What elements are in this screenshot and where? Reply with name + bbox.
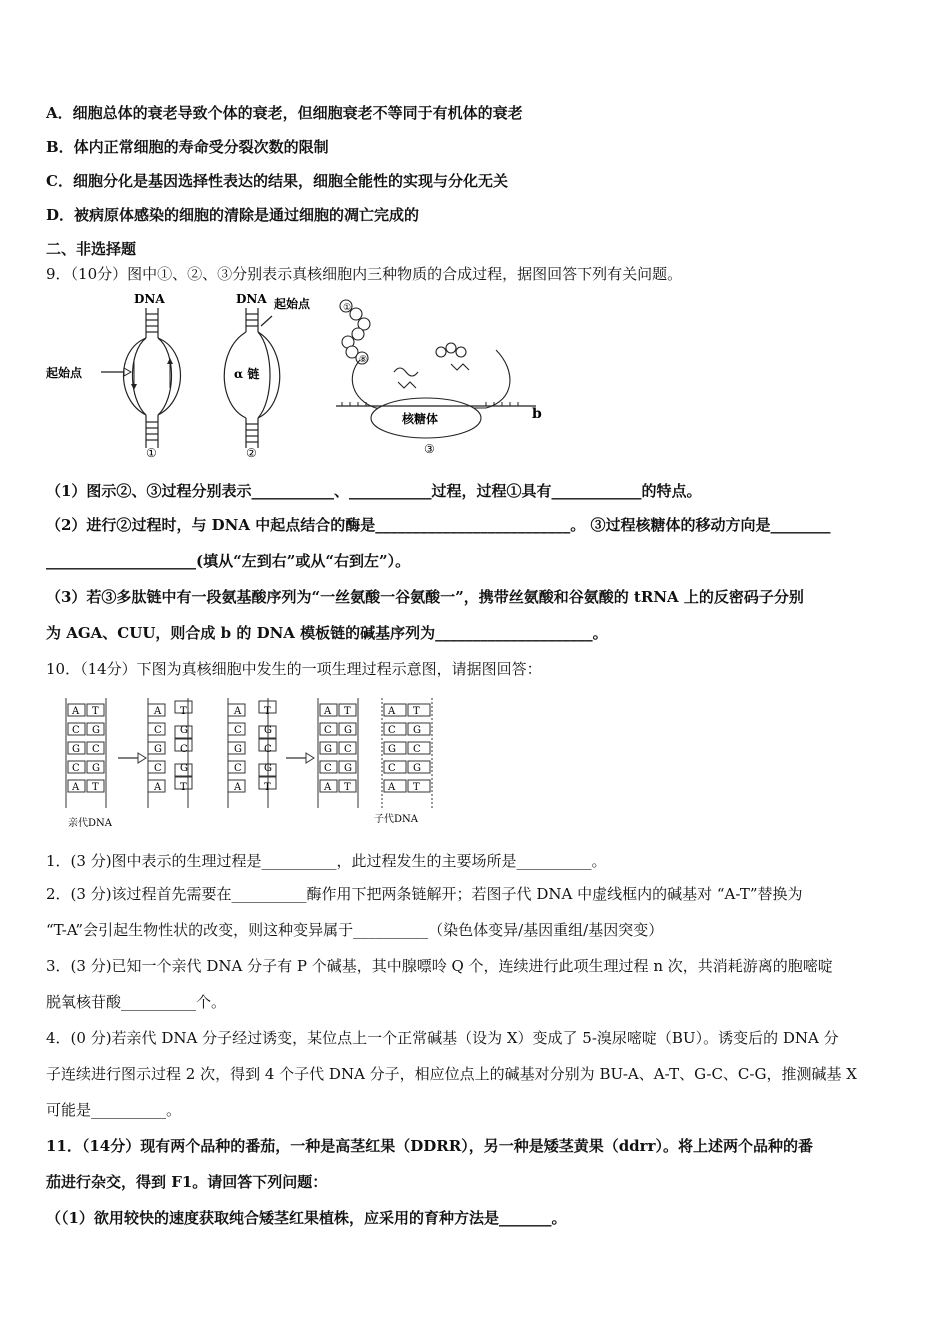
q9-ribosome-label: 核糖体 [402, 412, 439, 426]
base-letter: C [388, 725, 396, 736]
q10-sub4-end: 可能是__________。 [46, 1101, 182, 1119]
option-a: A．细胞总体的衰老导致个体的衰老，但细胞衰老不等同于有机体的衰老 [46, 104, 523, 122]
base-letter: C [324, 763, 332, 774]
q10-stem: 10．（14分）下图为真核细胞中发生的一项生理过程示意图，请据图回答： [46, 660, 542, 678]
q9-part1: （1）图示②、③过程分别表示___________、___________过程，过程①具有____________的特点。 [46, 482, 702, 500]
base-letter: G [324, 744, 332, 755]
base-letter: G [388, 744, 396, 755]
base-letter: C [344, 744, 352, 755]
q9-origin-label-2: 起始点 [274, 297, 311, 311]
base-letter: T [92, 706, 99, 717]
base-letter: A [234, 782, 242, 793]
q10-sub2: 2．(3 分)该过程首先需要在__________酶作用下把两条链解开；若图子代 DNA 中虚线框内的碱基对 “A-T”替换为 [46, 885, 803, 903]
base-letter: C [264, 744, 272, 755]
base-letter: C [72, 725, 80, 736]
base-letter: T [264, 706, 271, 717]
q9-amino-acid-8: ⑧ [359, 355, 368, 365]
base-letter: C [180, 744, 188, 755]
q9-part2-continued: ____________________(填从“左到右”或从“右到左”）。 [46, 552, 411, 570]
base-letter: T [264, 782, 271, 793]
option-d: D．被病原体感染的细胞的清除是通过细胞的凋亡完成的 [46, 206, 420, 224]
q10-sub3: 3．(3 分)已知一个亲代 DNA 分子有 P 个碱基，其中腺嘌呤 Q 个，连续进行此项生理过程 n 次，共消耗游离的胞嘧啶 [46, 957, 833, 975]
base-letter: C [234, 763, 242, 774]
base-letter: A [324, 706, 332, 717]
base-letter: G [234, 744, 242, 755]
base-letter: A [154, 782, 162, 793]
base-letter: A [388, 706, 396, 717]
base-letter: G [154, 744, 162, 755]
base-letter: C [234, 725, 242, 736]
base-letter: C [413, 744, 421, 755]
base-letter: C [154, 763, 162, 774]
q11-part1: （（1）欲用较快的速度获取纯合矮茎红果植株，应采用的育种方法是_______。 [46, 1209, 567, 1227]
option-c: C．细胞分化是基因选择性表达的结果，细胞全能性的实现与分化无关 [46, 172, 508, 190]
q9-origin-label-1: 起始点 [46, 366, 83, 380]
base-letter: A [72, 706, 80, 717]
section-heading: 二、非选择题 [46, 240, 137, 258]
base-letter: T [180, 706, 187, 717]
q9-figure-label-3: ③ [424, 442, 435, 456]
base-letter: A [324, 782, 332, 793]
q9-figure-label-1: ① [146, 446, 157, 460]
base-letter: G [344, 725, 352, 736]
q9-part2: （2）进行②过程时，与 DNA 中起点结合的酶是__________________________。 ③过程核糖体的移动方向是________ [46, 516, 831, 534]
q10-sub2-continued: “T-A”会引起生物性状的改变，则这种变异属于__________（染色体变异/基因重组/基因突变） [46, 921, 664, 939]
base-letter: C [324, 725, 332, 736]
base-letter: G [180, 763, 188, 774]
base-letter: G [180, 725, 188, 736]
base-letter: A [234, 706, 242, 717]
base-letter: A [388, 782, 396, 793]
q10-parent-dna-label: 亲代DNA [68, 818, 112, 829]
base-letter: T [344, 782, 351, 793]
base-letter: G [264, 763, 272, 774]
base-letter: C [92, 744, 100, 755]
q9-alpha-chain-label: α 链 [234, 367, 260, 381]
q9-figure-label-2: ② [246, 446, 257, 460]
q10-child-dna-label: 子代DNA [374, 814, 418, 825]
q10-figure [56, 690, 446, 830]
base-letter: G [413, 725, 421, 736]
option-b: B．体内正常细胞的寿命受分裂次数的限制 [46, 138, 329, 156]
base-letter: T [413, 706, 420, 717]
base-letter: C [72, 763, 80, 774]
base-letter: A [72, 782, 80, 793]
q9-dna-label-1: DNA [134, 292, 165, 306]
base-letter: G [72, 744, 80, 755]
base-letter: G [413, 763, 421, 774]
base-letter: A [154, 706, 162, 717]
base-letter: T [180, 782, 187, 793]
base-letter: C [154, 725, 162, 736]
q9-chain-b-label: b [532, 406, 542, 422]
q9-stem: 9．（10分）图中①、②、③分别表示真核细胞内三种物质的合成过程，据图回答下列有关问题。 [46, 265, 683, 283]
base-letter: C [388, 763, 396, 774]
base-letter: T [344, 706, 351, 717]
q11-stem-continued: 茄进行杂交，得到 F1。请回答下列问题： [46, 1173, 328, 1191]
base-letter: G [92, 763, 100, 774]
q9-part3: （3）若③多肽链中有一段氨基酸序列为“一丝氨酸一谷氨酸一”，携带丝氨酸和谷氨酸的 tRNA 上的反密码子分别 [46, 588, 804, 606]
base-letter: G [92, 725, 100, 736]
q9-amino-acid-1: ① [343, 303, 352, 313]
q10-sub4-continued: 子连续进行图示过程 2 次，得到 4 个子代 DNA 分子，相应位点上的碱基对分别为 BU-A、A-T、G-C、C-G，推测碱基 X [46, 1065, 857, 1083]
q10-sub1: 1．(3 分)图中表示的生理过程是__________，此过程发生的主要场所是__________。 [46, 852, 607, 870]
q9-part3-continued: 为 AGA、CUU，则合成 b 的 DNA 模板链的碱基序列为_____________________。 [46, 624, 608, 642]
base-letter: T [92, 782, 99, 793]
q10-sub3-continued: 脱氧核苷酸__________个。 [46, 993, 227, 1011]
base-letter: G [264, 725, 272, 736]
q9-figure [46, 290, 566, 460]
base-letter: G [344, 763, 352, 774]
base-letter: T [413, 782, 420, 793]
q9-dna-label-2: DNA [236, 292, 267, 306]
q11-stem: 11．（14分）现有两个品种的番茄，一种是高茎红果（DDRR），另一种是矮茎黄果（ddrr）。将上述两个品种的番 [46, 1137, 813, 1155]
q10-sub4: 4．(0 分)若亲代 DNA 分子经过诱变，某位点上一个正常碱基（设为 X）变成了 5-溴尿嘧啶（BU）。诱变后的 DNA 分 [46, 1029, 839, 1047]
